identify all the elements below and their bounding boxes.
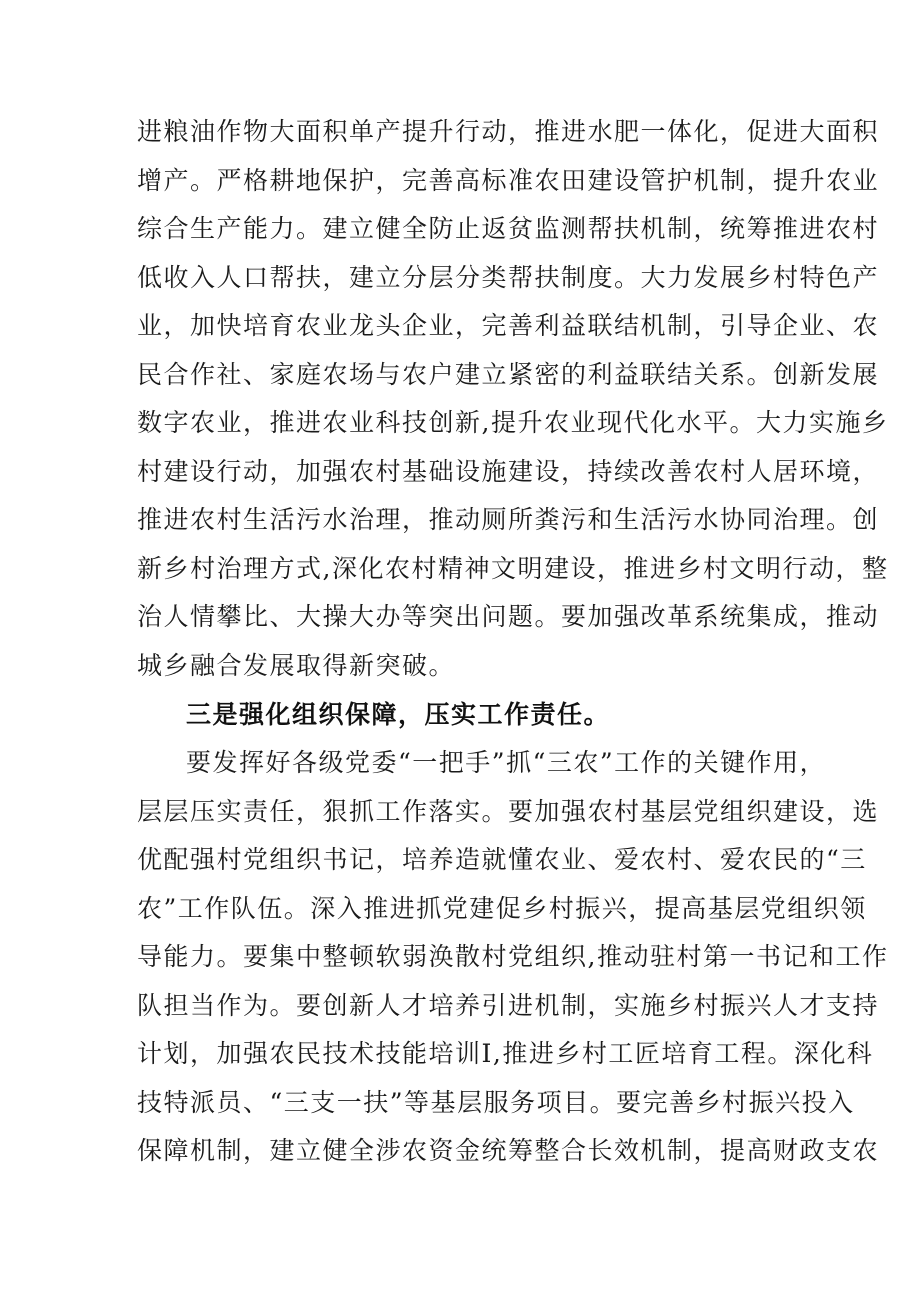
paragraph-line: 低收入人口帮扶，建立分层分类帮扶制度。大力发展乡村特色产 [137,262,880,292]
paragraph-line: 数字农业，推进农业科技创新,提升农业现代化水平。大力实施乡 [137,408,889,437]
paragraph-line: 业，加快培育农业龙头企业，完善利益联结机制，引导企业、农 [137,311,880,340]
paragraph-line: 增产。严格耕地保护，完善高标准农田建设管护机制，提升农业 [137,165,880,195]
paragraph-line: 农”工作队伍。深入推进抓党建促乡村振兴，提高基层党组织领 [137,893,867,923]
paragraph-line: 推进农村生活污水治理，推动厕所粪污和生活污水协同治理。创 [137,505,880,534]
paragraph-line: 队担当作为。要创新人才培养引进机制，实施乡村振兴人才支持 [137,990,880,1020]
paragraph-line: 导能力。要集中整顿软弱涣散村党组织,推动驻村第一书记和工作 [137,942,889,971]
paragraph-line: 技特派员、“三支一扶”等基层服务项目。要完善乡村振兴投入 [137,1087,855,1117]
paragraph-line: 计划，加强农民技术技能培训I,推进乡村工匠培育工程。深化科 [137,1039,874,1068]
paragraph-line: 治人情攀比、大操大办等突出问题。要加强改革系统集成，推动 [137,602,880,631]
paragraph-1 [137,108,889,690]
paragraph-2 [137,739,889,1176]
paragraph-line: 要发挥好各级党委“一把手”抓“三农”工作的关键作用， [186,748,827,777]
paragraph-line: 新乡村治理方式,深化农村精神文明建设，推进乡村文明行动，整 [137,553,889,583]
paragraph-line: 村建设行动，加强农村基础设施建设，持续改善农村人居环境， [137,456,880,486]
paragraph-line: 民合作社、家庭农场与农户建立紧密的利益联结关系。创新发展 [137,359,880,389]
paragraph-line: 综合生产能力。建立健全防止返贫监测帮扶机制，统筹推进农村 [137,214,880,243]
section-heading: 三是强化组织保障，压实工作责任。 [186,700,611,729]
paragraph-line: 保障机制，建立健全涉农资金统筹整合长效机制，提高财政支农 [137,1136,880,1165]
paragraph-line: 优配强村党组织书记，培养造就懂农业、爱农村、爱农民的“三 [137,845,867,874]
paragraph-line: 层层压实责任，狠抓工作落实。要加强农村基层党组织建设，选 [137,796,880,826]
paragraph-line: 城乡融合发展取得新突破。 [137,650,456,680]
paragraph-line: 进粮油作物大面积单产提升行动，推进水肥一体化，促进大面积 [137,117,880,146]
